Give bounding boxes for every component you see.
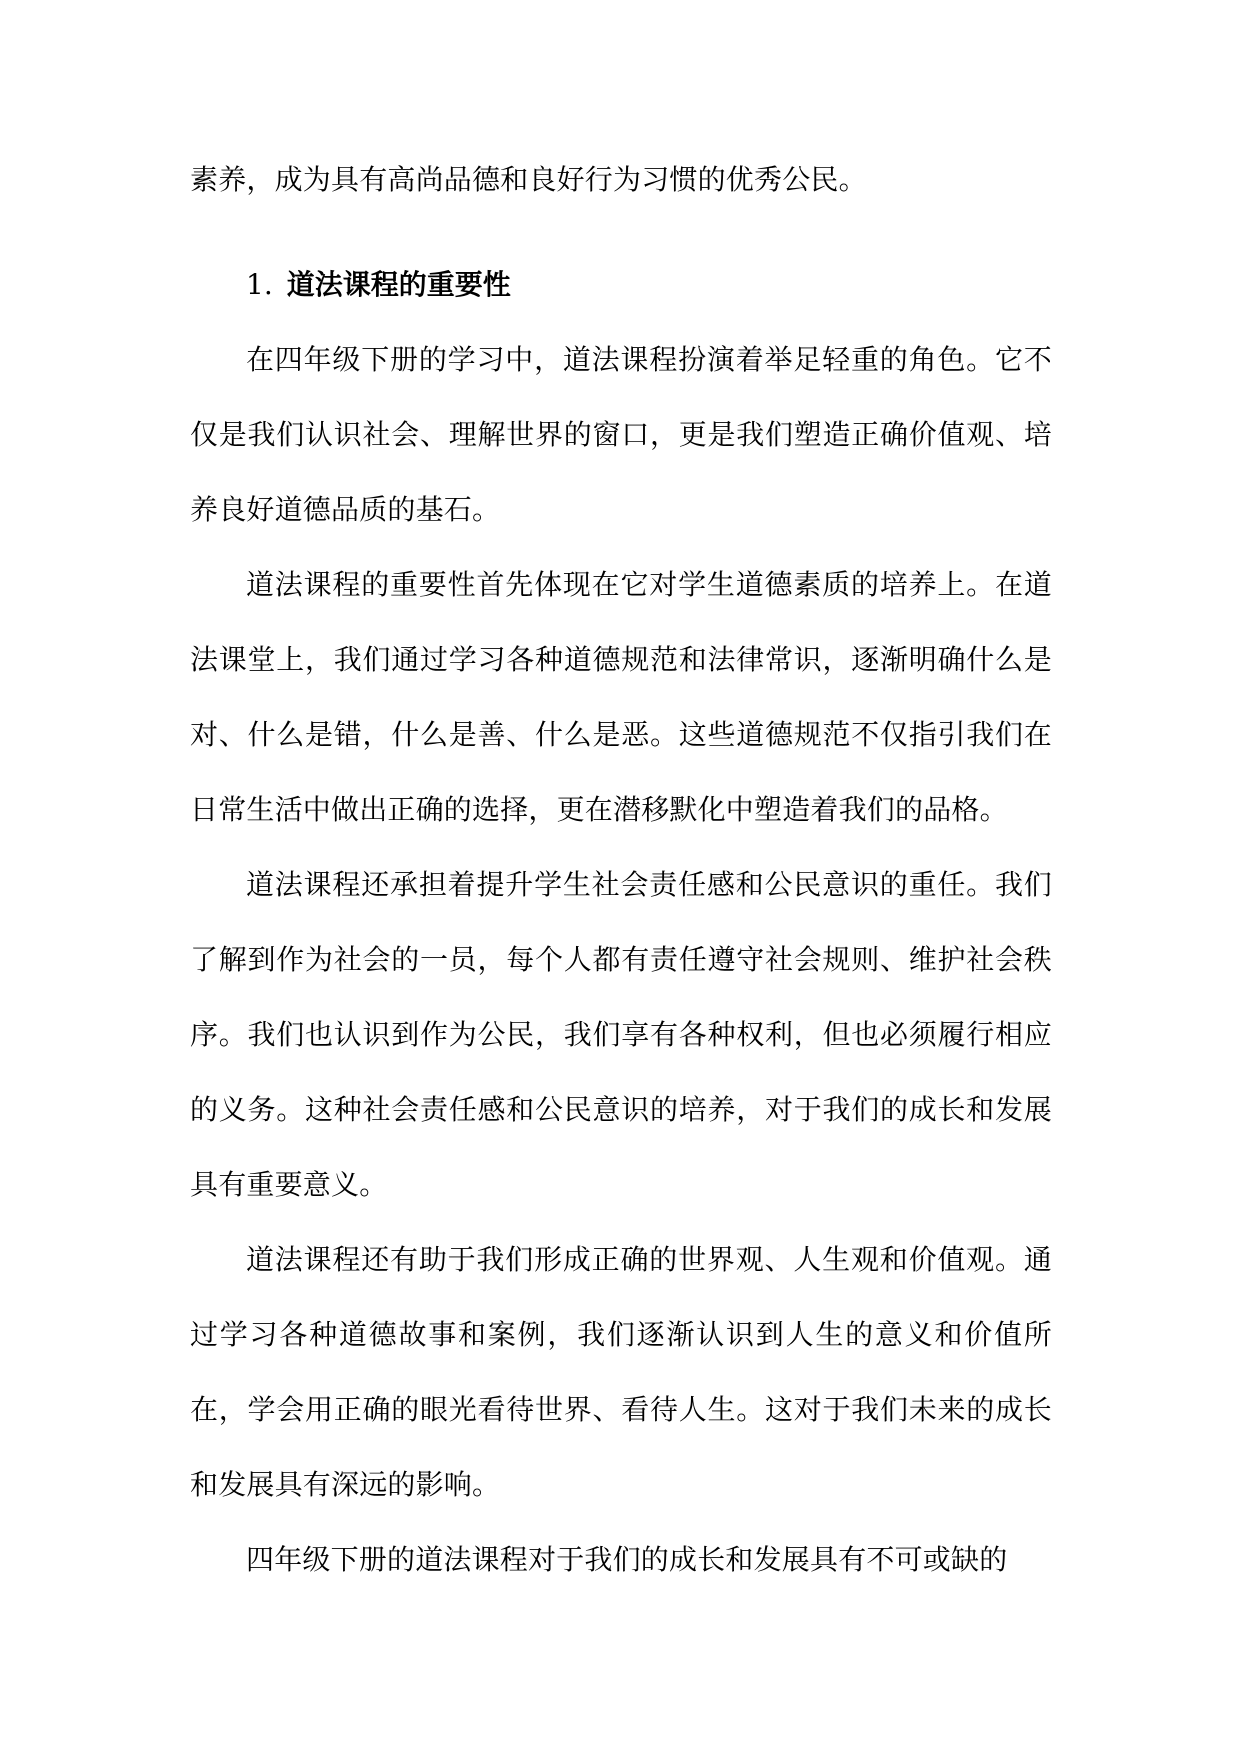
paragraph-3: 道法课程还承担着提升学生社会责任感和公民意识的重任。我们了解到作为社会的一员，每个人都有责任遵守社会规则、维护社会秩序。我们也认识到作为公民，我们享有各种权利，但也必须履行相应的义务。这种社会责任感和公民意识的培养，对于我们的成长和发展具有重要意义。	[190, 868, 1052, 1201]
paragraph-1: 在四年级下册的学习中，道法课程扮演着举足轻重的角色。它不仅是我们认识社会、理解世界的窗口，更是我们塑造正确价值观、培养良好道德品质的基石。	[190, 343, 1052, 526]
section-title: 道法课程的重要性	[286, 268, 511, 301]
document-body	[190, 142, 1052, 1597]
intro-fragment: 素养，成为具有高尚品德和良好行为习惯的优秀公民。	[190, 163, 867, 196]
section-number: 1.	[246, 268, 273, 301]
paragraph-2: 道法课程的重要性首先体现在它对学生道德素质的培养上。在道法课堂上，我们通过学习各种道德规范和法律常识，逐渐明确什么是对、什么是错，什么是善、什么是恶。这些道德规范不仅指引我们在日常生活中做出正确的选择，更在潜移默化中塑造着我们的品格。	[190, 568, 1052, 826]
paragraph-5: 四年级下册的道法课程对于我们的成长和发展具有不可或缺的	[246, 1543, 1008, 1576]
section-heading	[190, 247, 1052, 322]
paragraph-4: 道法课程还有助于我们形成正确的世界观、人生观和价值观。通过学习各种道德故事和案例，我们逐渐认识到人生的意义和价值所在，学会用正确的眼光看待世界、看待人生。这对于我们未来的成长和发展具有深远的影响。	[190, 1243, 1052, 1501]
